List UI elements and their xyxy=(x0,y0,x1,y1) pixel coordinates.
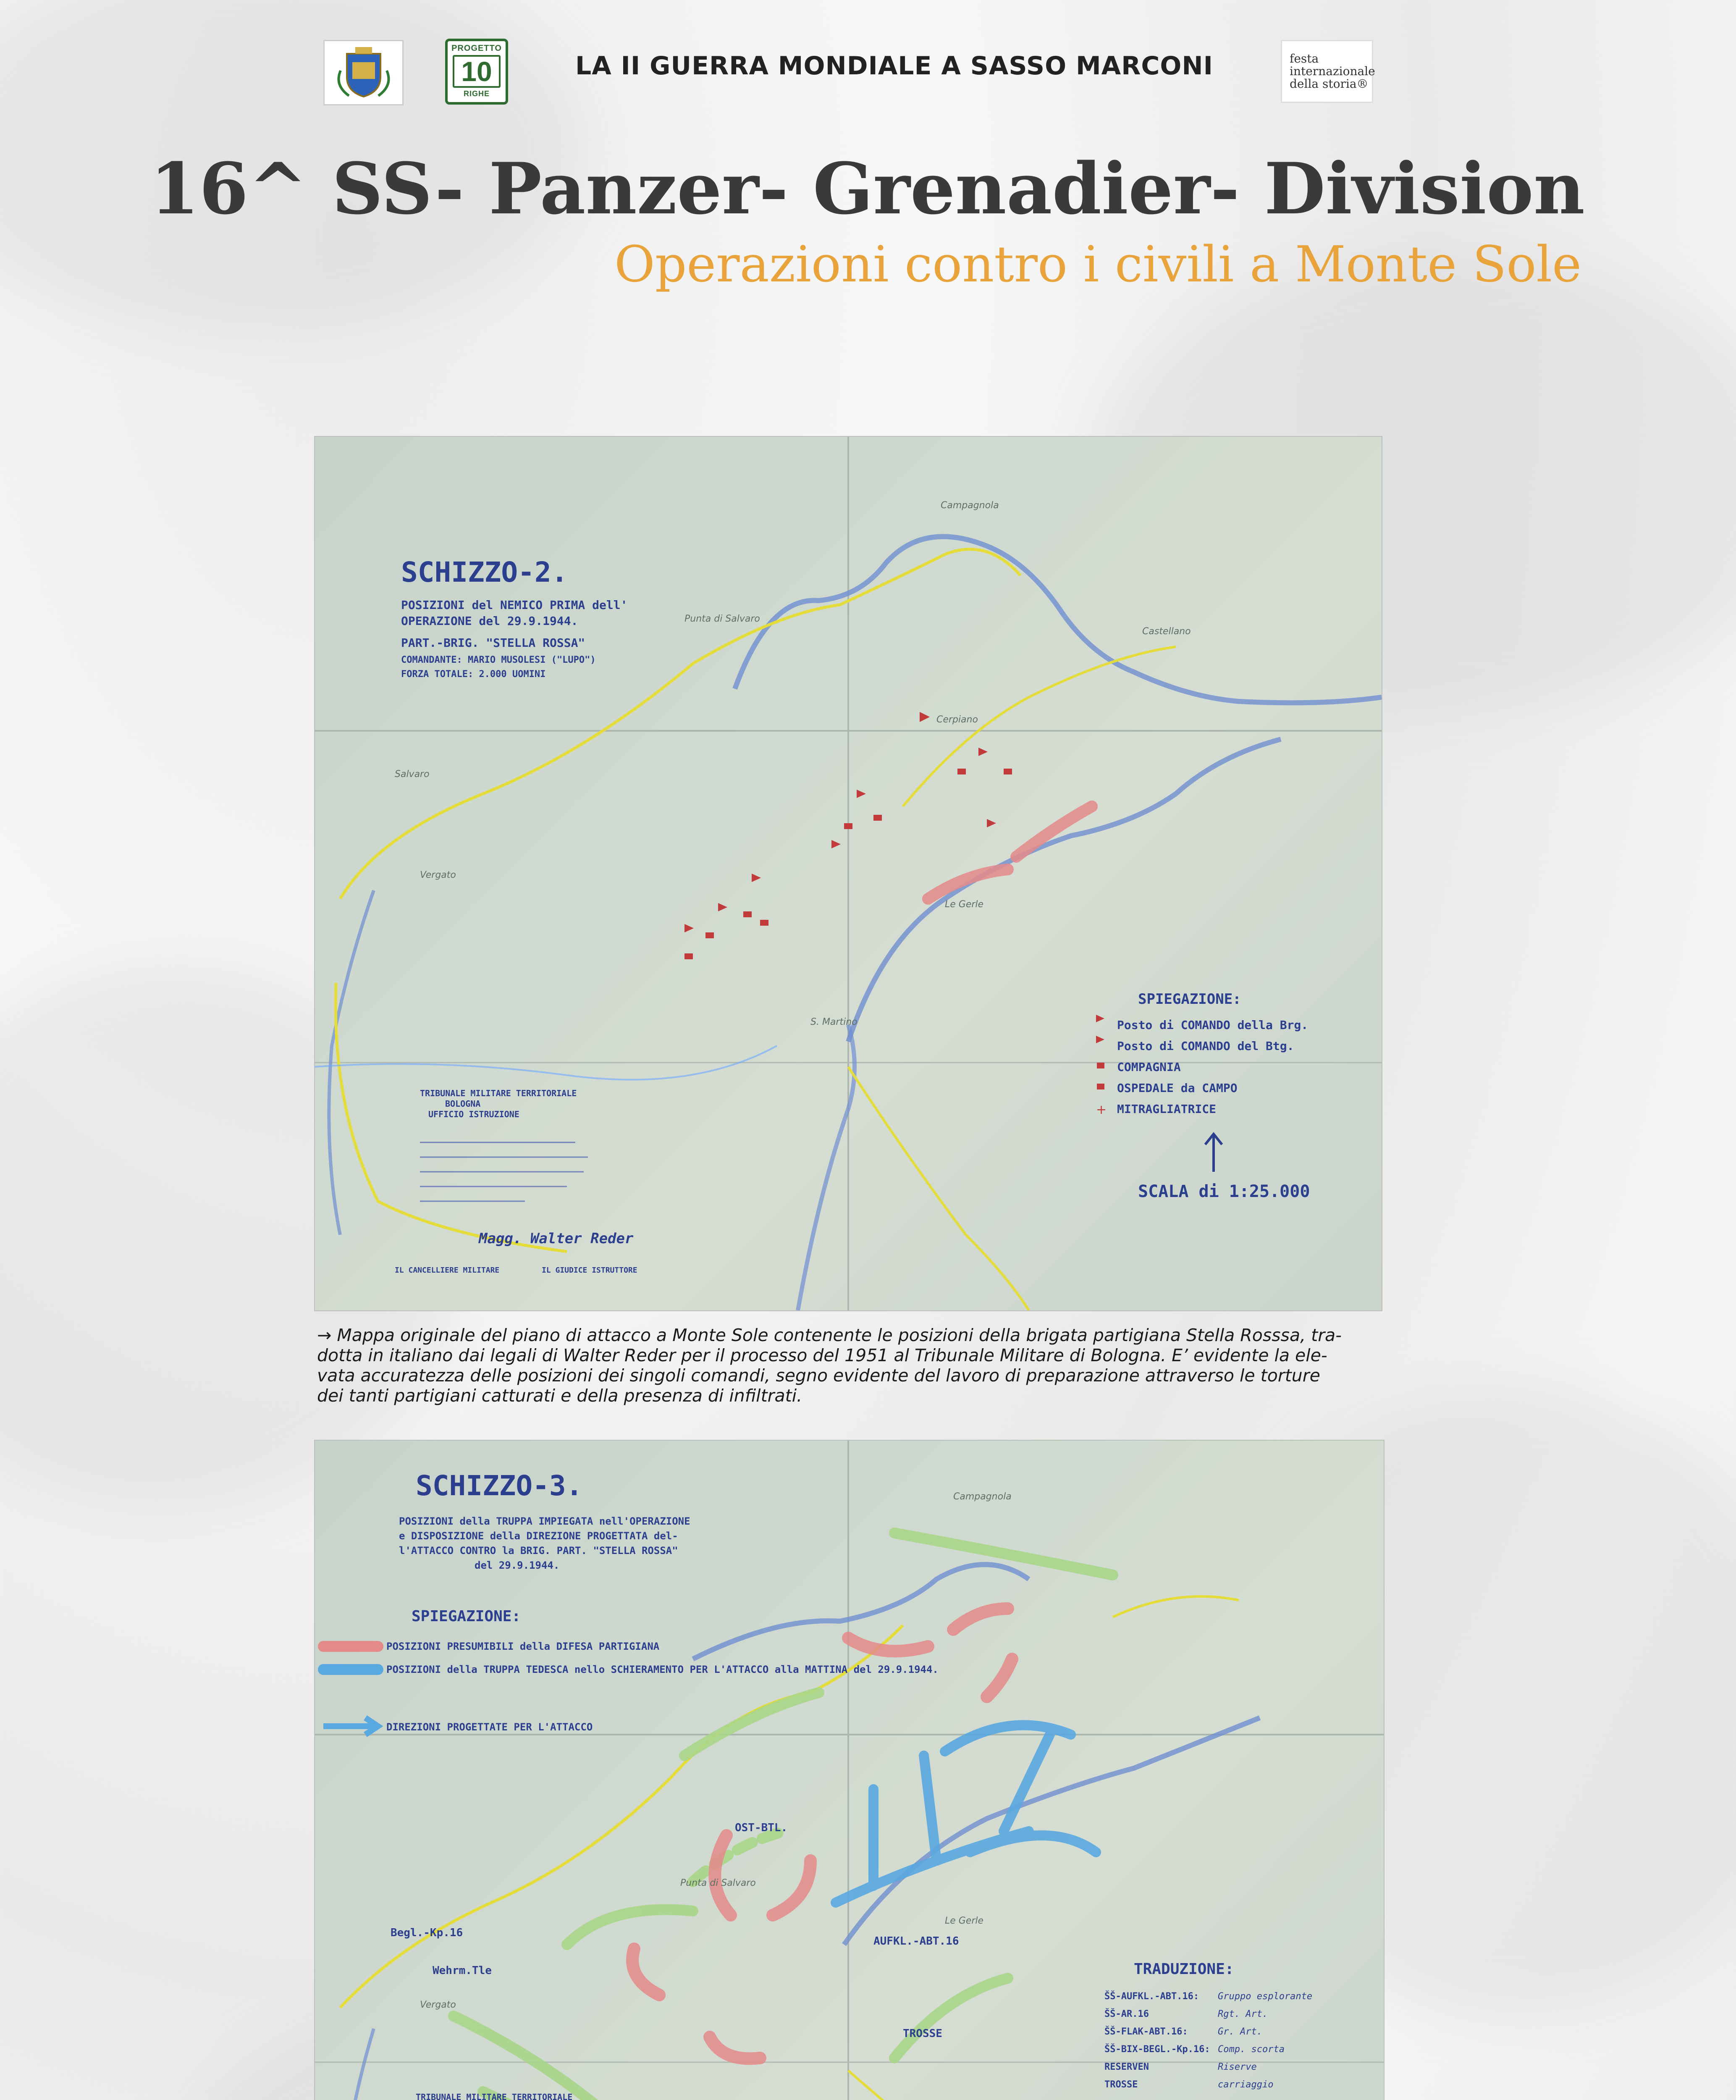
svg-text:Punta di Salvaro: Punta di Salvaro xyxy=(680,1878,756,1888)
map-title: SCHIZZO-3. xyxy=(416,1470,583,1502)
map-label: Begl.-Kp.16 xyxy=(391,1927,463,1939)
legend-item: COMPAGNIA xyxy=(1117,1060,1181,1074)
translation-meaning: Rgt. Art. xyxy=(1218,2009,1268,2019)
map-label: Wehrm.Tle xyxy=(433,1964,492,1977)
comune-crest-logo xyxy=(323,40,404,105)
legend-title: SPIEGAZIONE: xyxy=(412,1608,521,1625)
map-heading-line: POSIZIONI della TRUPPA IMPIEGATA nell'OPERAZIONE xyxy=(399,1515,690,1527)
svg-text:Campagnola: Campagnola xyxy=(941,500,999,511)
progetto-label: PROGETTO xyxy=(451,43,502,53)
svg-text:Vergato: Vergato xyxy=(420,2000,456,2010)
page-subtitle: Operazioni contro i civili a Monte Sole xyxy=(614,235,1581,293)
stamp-line: TRIBUNALE MILITARE TERRITORIALE xyxy=(416,2092,573,2100)
legend-item: MITRAGLIATRICE xyxy=(1117,1102,1217,1116)
stamp-line: UFFICIO ISTRUZIONE xyxy=(428,1109,519,1119)
svg-text:S. Martino: S. Martino xyxy=(810,1017,858,1027)
svg-text:Salvaro: Salvaro xyxy=(395,769,430,780)
translation-term: ŠŠ-BIX-BEGL.-Kp.16: xyxy=(1104,2044,1210,2055)
footer-right: IL GIUDICE ISTRUTTORE xyxy=(542,1266,637,1275)
legend-item: DIREZIONI PROGETTATE PER L'ATTACCO xyxy=(386,1721,593,1733)
stamp-line: TRIBUNALE MILITARE TERRITORIALE xyxy=(420,1088,577,1098)
map-schizzo-3 xyxy=(315,1441,1384,2100)
translation-title: TRADUZIONE: xyxy=(1134,1961,1234,1978)
festa-text xyxy=(1290,52,1375,90)
festa-line: festa xyxy=(1290,52,1319,66)
translation-term: ŠŠ-AUFKL.-ABT.16: xyxy=(1104,1991,1199,2002)
signature: Magg. Walter Reder xyxy=(479,1230,634,1247)
legend-item: OSPEDALE da CAMPO xyxy=(1117,1081,1238,1095)
legend-item: POSIZIONI PRESUMIBILI della DIFESA PARTIGIANA xyxy=(386,1641,660,1652)
translation-meaning: Gr. Art. xyxy=(1218,2026,1262,2037)
svg-text:Castellano: Castellano xyxy=(1142,626,1191,637)
legend-item: Posto di COMANDO della Brg. xyxy=(1117,1018,1309,1032)
map-label: AUFKL.-ABT.16 xyxy=(873,1935,959,1948)
translation-meaning: carriaggio xyxy=(1218,2079,1274,2090)
map-heading-line: FORZA TOTALE: 2.000 UOMINI xyxy=(401,669,546,680)
translation-term: RESERVEN xyxy=(1104,2062,1149,2072)
map-heading-line: l'ATTACCO CONTRO la BRIG. PART. "STELLA ROSSA" xyxy=(399,1545,678,1557)
legend-item: POSIZIONI della TRUPPA TEDESCA nello SCHIERAMENTO PER L'ATTACCO alla MATTINA del 29.9.1944. xyxy=(386,1664,939,1675)
translation-term: TROSSE xyxy=(1104,2079,1138,2090)
festa-storia-logo xyxy=(1281,40,1373,103)
svg-text:Vergato: Vergato xyxy=(420,870,456,880)
svg-text:Le Gerle: Le Gerle xyxy=(945,1916,984,1926)
map-scale: SCALA di 1:25.000 xyxy=(1138,1182,1310,1201)
header-title: LA II GUERRA MONDIALE A SASSO MARCONI xyxy=(575,51,1213,81)
caption-line: dotta in italiano dai legali di Walter Reder per il processo del 1951 al Tribunale Militare di Bologna. E’ evidente la ele- xyxy=(317,1345,1327,1365)
map-schizzo-2-drawing xyxy=(315,437,1382,1310)
map-label: OST-BTL. xyxy=(735,1822,788,1834)
progetto-10-righe-logo xyxy=(445,40,508,103)
svg-text:Campagnola: Campagnola xyxy=(953,1491,1012,1502)
svg-text:Punta di Salvaro: Punta di Salvaro xyxy=(684,614,760,624)
map-label: TROSSE xyxy=(903,2027,942,2040)
translation-table xyxy=(1104,1991,1346,2100)
map-heading-line: OPERAZIONE del 29.9.1944. xyxy=(401,614,578,628)
svg-text:+: + xyxy=(1096,1102,1107,1117)
progetto-number: 10 xyxy=(453,55,501,88)
legend-arrow-icon xyxy=(323,1718,378,1735)
legend-item: Posto di COMANDO del Btg. xyxy=(1117,1039,1294,1053)
map-heading-line: PART.-BRIG. "STELLA ROSSA" xyxy=(401,636,585,650)
translation-meaning: Gruppo esplorante xyxy=(1218,1991,1313,2002)
righe-label: RIGHE xyxy=(463,89,490,98)
festa-line: della storia® xyxy=(1290,77,1369,91)
map-schizzo-3-drawing xyxy=(315,1441,1384,2100)
stamp-line: BOLOGNA xyxy=(445,1099,481,1109)
translation-meaning: Comp. scorta xyxy=(1218,2044,1285,2055)
festa-line: internazionale xyxy=(1290,64,1375,78)
north-arrow-icon xyxy=(1205,1134,1222,1172)
map-heading-line: e DISPOSIZIONE della DIREZIONE PROGETTATA del- xyxy=(399,1530,678,1542)
svg-text:Cerpiano: Cerpiano xyxy=(936,714,978,725)
svg-text:Le Gerle: Le Gerle xyxy=(945,899,984,910)
caption-line: → Mappa originale del piano di attacco a Monte Sole contenente le posizioni della brigata partigiana Stella Rosssa, tra- xyxy=(317,1325,1342,1345)
map-heading-line: del 29.9.1944. xyxy=(475,1559,560,1571)
page-title: 16^ SS- Panzer- Grenadier- Division xyxy=(150,147,1585,230)
translation-meaning: Riserve xyxy=(1218,2062,1257,2072)
crest-icon xyxy=(332,45,395,100)
caption-map-1 xyxy=(317,1325,1379,1406)
translation-term: ŠŠ-AR.16 xyxy=(1104,2009,1149,2019)
translation-term: ŠŠ-FLAK-ABT.16: xyxy=(1104,2026,1188,2037)
caption-line: vata accuratezza delle posizioni dei singoli comandi, segno evidente del lavoro di preparazione attraverso le torture xyxy=(317,1365,1320,1386)
map-heading-line: POSIZIONI del NEMICO PRIMA dell' xyxy=(401,598,628,612)
legend-title: SPIEGAZIONE: xyxy=(1138,991,1241,1008)
footer-left: IL CANCELLIERE MILITARE xyxy=(395,1266,500,1275)
caption-line: dei tanti partigiani catturati e della presenza di infiltrati. xyxy=(317,1386,802,1406)
map-schizzo-2 xyxy=(315,437,1382,1310)
map-heading-line: COMANDANTE: MARIO MUSOLESI ("LUPO") xyxy=(401,655,596,665)
map-title: SCHIZZO-2. xyxy=(401,556,568,588)
